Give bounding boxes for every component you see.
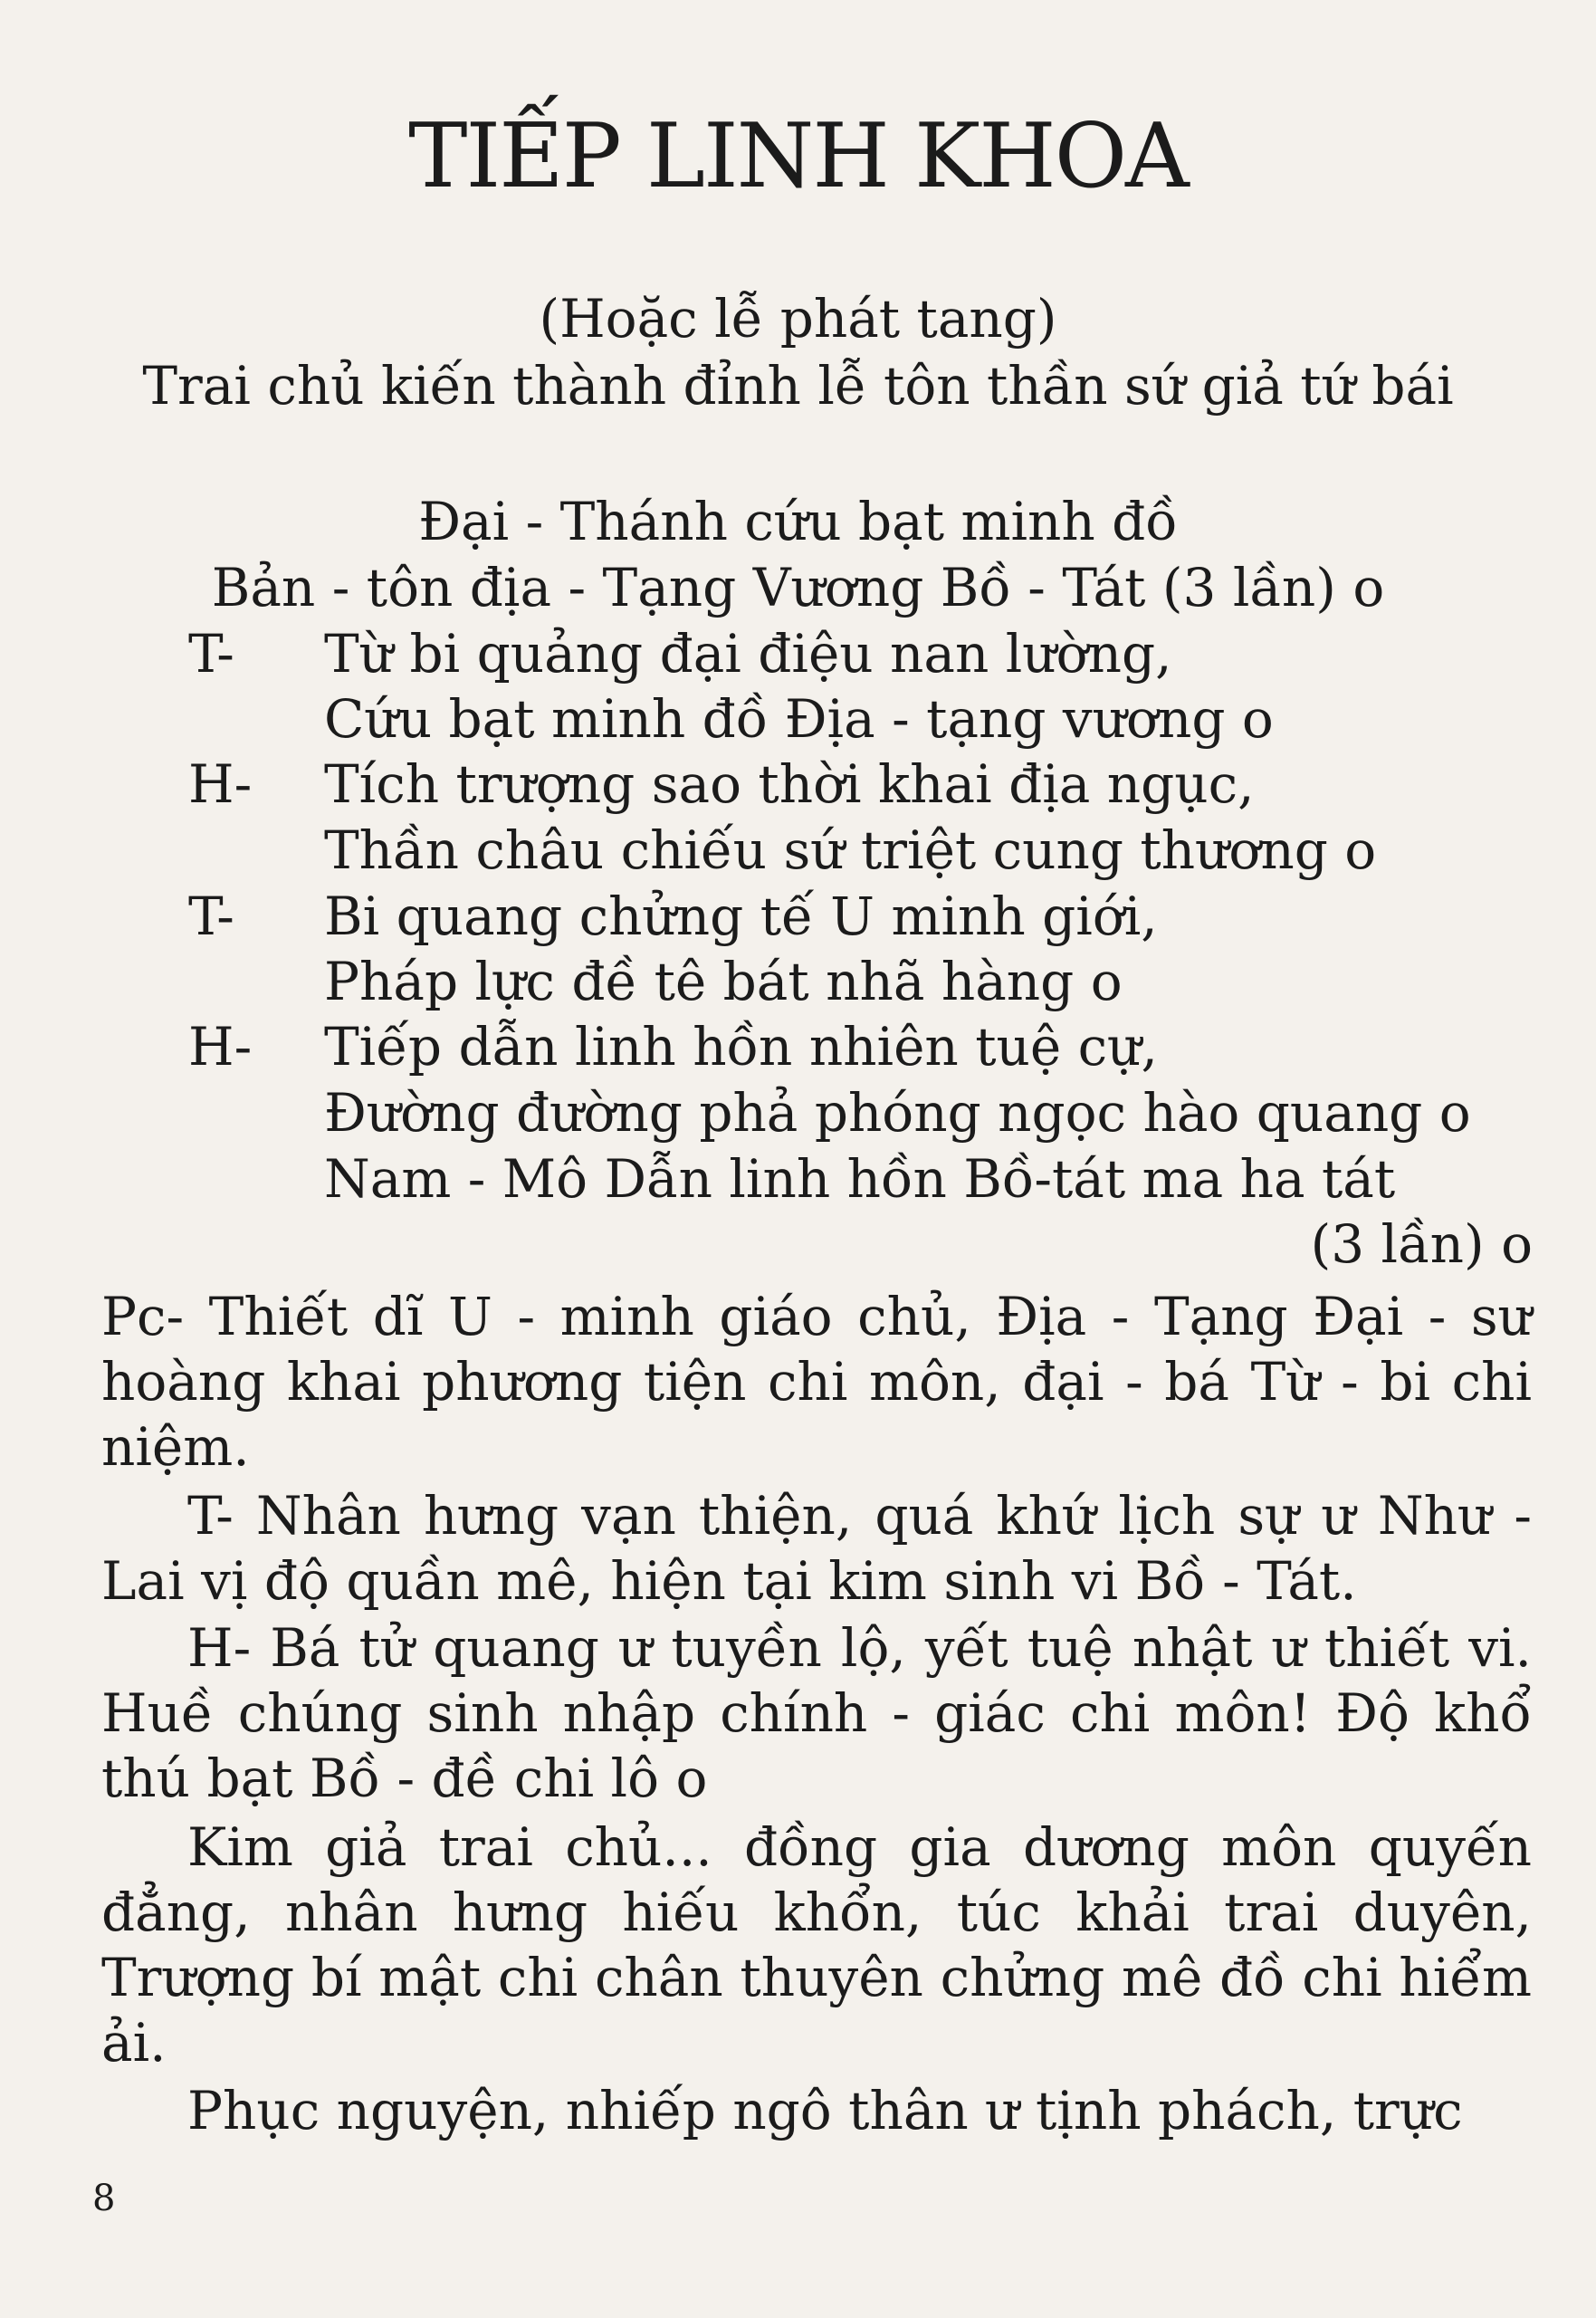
paragraph: H- Bá tử quang ư tuyền lộ, yết tuệ nhật ư thiết vi. Huề chúng sinh nhập chính - giác chi môn! Độ khổ thú bạt Bồ - đề chi lô o: [101, 1617, 1532, 1809]
invocation-line: Đại - Thánh cứu bạt minh đồ: [418, 491, 1178, 552]
page-title: TIẾP LINH KHOA: [408, 105, 1188, 208]
verse-label: T-: [188, 886, 234, 947]
paragraph: Phục nguyện, nhiếp ngô thân ư tịnh phách, trực: [187, 2080, 1463, 2141]
verse-text: Đường đường phả phóng ngọc hào quang o: [324, 1082, 1471, 1144]
intro-line: Trai chủ kiến thành đỉnh lễ tôn thần sứ giả tứ bái: [142, 355, 1454, 417]
verse-label: T-: [188, 623, 234, 685]
verse-text: Nam - Mô Dẫn linh hồn Bồ-tát ma ha tát: [324, 1148, 1396, 1210]
paragraph: Pc- Thiết dĩ U - minh giáo chủ, Địa - Tạng Đại - sư hoàng khai phương tiện chi môn, đại - bá Từ - bi chi niệm.: [101, 1286, 1532, 1478]
verse-text: Pháp lực đề tê bát nhã hàng o: [324, 951, 1123, 1012]
verse-text: Bi quang chửng tế U minh giới,: [324, 886, 1158, 947]
page-subtitle: (Hoặc lễ phát tang): [539, 288, 1057, 350]
verse-repeat: (3 lần) o: [1310, 1213, 1533, 1275]
verse-label: H-: [188, 753, 253, 815]
invocation-line: Bản - tôn địa - Tạng Vương Bồ - Tát (3 lần) o: [211, 557, 1385, 618]
paragraph: T- Nhân hưng vạn thiện, quá khứ lịch sự ư Như - Lai vị độ quần mê, hiện tại kim sinh vi Bồ - Tát.: [101, 1485, 1532, 1612]
verse-text: Tích trượng sao thời khai địa ngục,: [324, 753, 1255, 815]
verse-label: H-: [188, 1016, 253, 1078]
paragraph: Kim giả trai chủ... đồng gia dương môn quyến đẳng, nhân hưng hiếu khổn, túc khải trai duyên, Trượng bí mật chi chân thuyên chửng mê đồ chi hiểm ải.: [101, 1816, 1532, 2074]
verse-text: Thần châu chiếu sứ triệt cung thương o: [324, 819, 1377, 881]
verse-text: Tiếp dẫn linh hồn nhiên tuệ cự,: [324, 1016, 1158, 1078]
verse-text: Cứu bạt minh đồ Địa - tạng vương o: [324, 688, 1274, 750]
verse-text: Từ bi quảng đại điệu nan lường,: [324, 623, 1172, 685]
page-number: 8: [92, 2178, 116, 2219]
